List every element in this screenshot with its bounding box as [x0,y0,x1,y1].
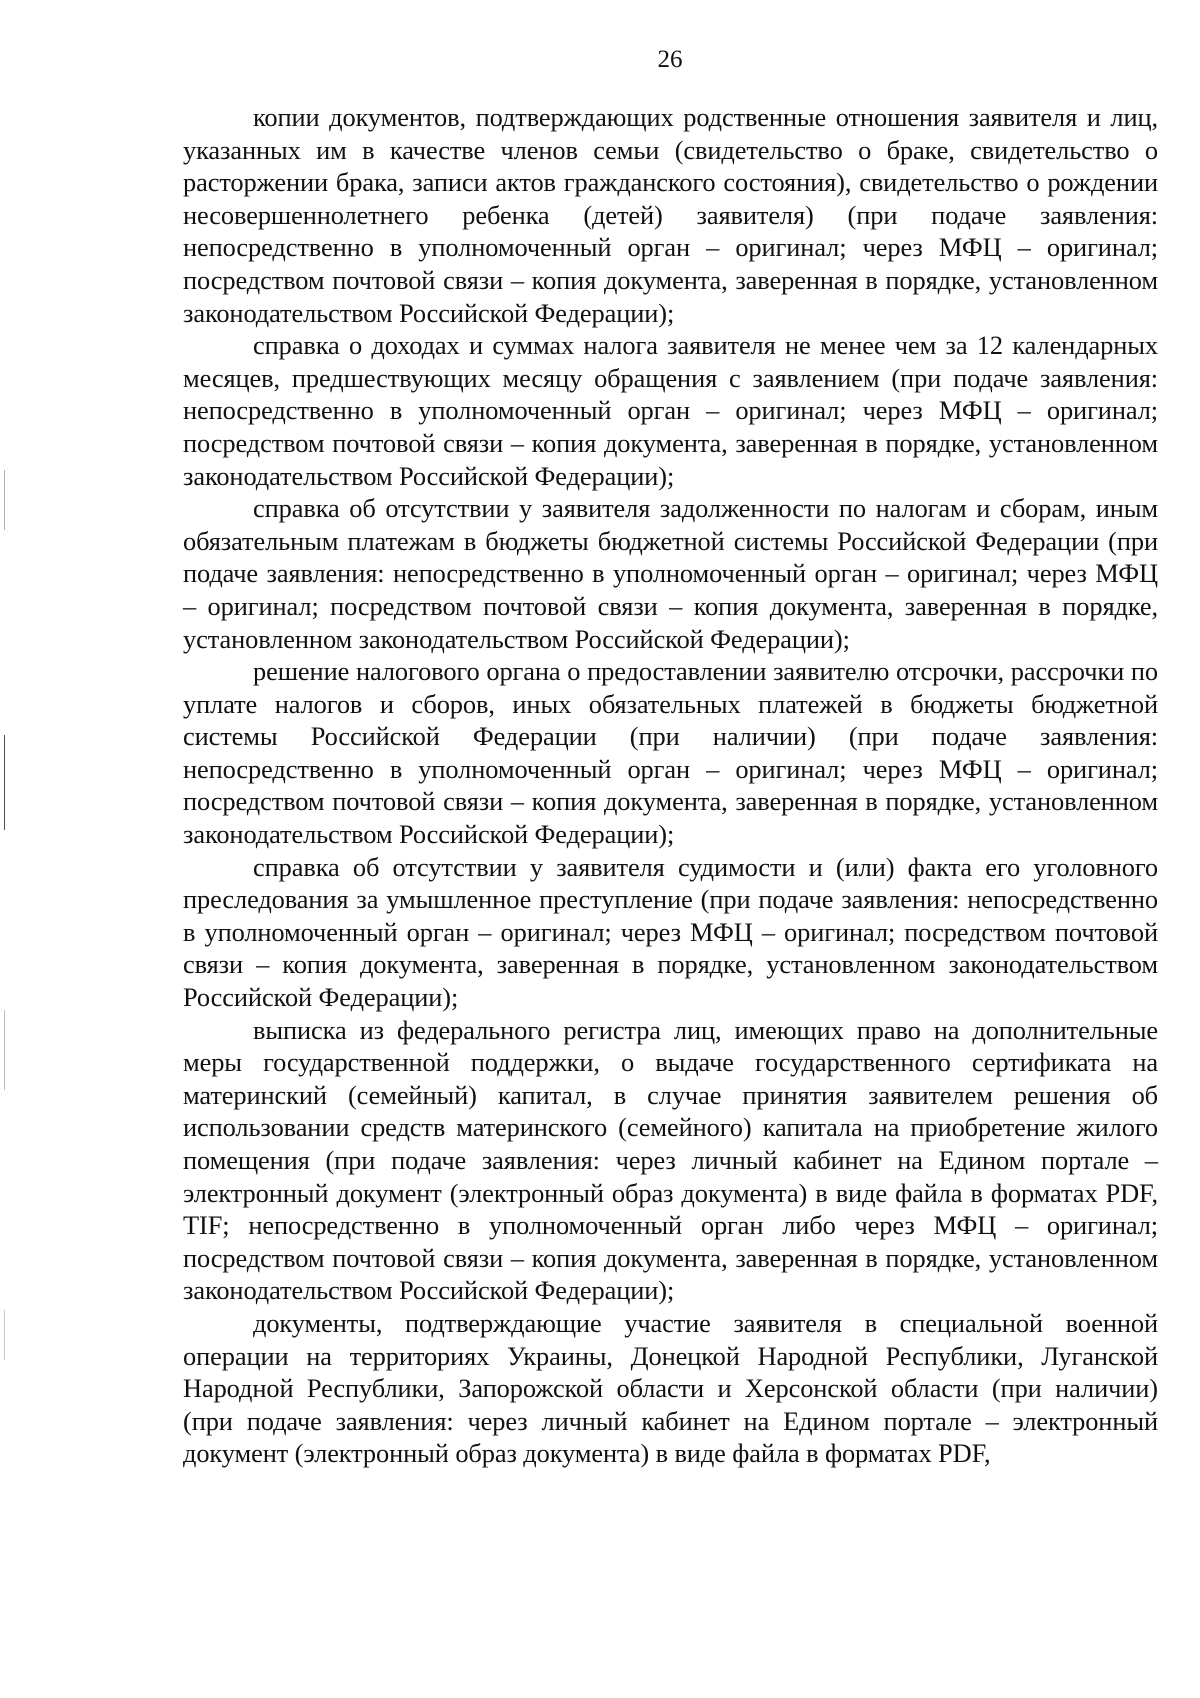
paragraph-tax-debt-certificate: справка об отсутствии у заявителя задолженности по налогам и сборам, иным обязательным платежам в бюджеты бюджетной системы Российской Федерации (при подаче заявления: непосредственно в уполномоченный орган – оригинал; через МФЦ – оригинал; посредством почтовой связи – копия документа, заверенная в порядке, установленном законодательством Российской Федерации); [183,493,1158,654]
paragraph-family-documents: копии документов, подтверждающих родственные отношения заявителя и лиц, указанных им в качестве членов семьи (свидетельство о браке, свидетельство о расторжении брака, записи актов гражданского состояния), свидетельство о рождении несовершеннолетнего ребенка (детей) заявителя) (при подаче заявления: непосредственно в уполномоченный орган – оригинал; через МФЦ – оригинал; посредством почтовой связи – копия документа, заверенная в порядке, установленном законодательством Российской Федерации); [183,102,1158,328]
scan-edge-mark [4,1310,5,1360]
scan-edge-mark [4,1010,5,1090]
paragraph-military-operation-documents: документы, подтверждающие участие заявителя в специальной военной операции на территориях Украины, Донецкой Народной Республики, Луганской Народной Республики, Запорожской области и Херсонской области (при наличии) (при подаче заявления: через личный кабинет на Едином портале – электронный документ (электронный образ документа) в виде файла в форматах PDF, [183,1307,1158,1469]
document-body [183,101,1158,1470]
scan-edge-mark [4,470,5,530]
scan-edge-mark [4,735,5,830]
paragraph-income-certificate: справка о доходах и суммах налога заявителя не менее чем за 12 календарных месяцев, предшествующих месяцу обращения с заявлением (при подаче заявления: непосредственно в уполномоченный орган – оригинал; через МФЦ – оригинал; посредством почтовой связи – копия документа, заверенная в порядке, установленном законодательством Российской Федерации); [183,330,1158,491]
paragraph-maternity-capital-extract: выписка из федерального регистра лиц, имеющих право на дополнительные меры государственной поддержки, о выдаче государственного сертификата на материнский (семейный) капитал, в случае принятия заявителем решения об использовании средств материнского (семейного) капитала на приобретение жилого помещения (при подаче заявления: через личный кабинет на Едином портале – электронный документ (электронный образ документа) в виде файла в форматах PDF, TIF; непосредственно в уполномоченный орган либо через МФЦ – оригинал; посредством почтовой связи – копия документа, заверенная в порядке, установленном законодательством Российской Федерации); [183,1014,1158,1306]
paragraph-criminal-record-certificate: справка об отсутствии у заявителя судимости и (или) факта его уголовного преследования за умышленное преступление (при подаче заявления: непосредственно в уполномоченный орган – оригинал; через МФЦ – оригинал; посредством почтовой связи – копия документа, заверенная в порядке, установленном законодательством Российской Федерации); [183,851,1158,1013]
paragraph-tax-deferral-decision: решение налогового органа о предоставлении заявителю отсрочки, рассрочки по уплате налогов и сборов, иных обязательных платежей в бюджеты бюджетной системы Российской Федерации (при наличии) (при подаче заявления: непосредственно в уполномоченный орган – оригинал; через МФЦ – оригинал; посредством почтовой связи – копия документа, заверенная в порядке, установленном законодательством Российской Федерации); [183,656,1158,850]
page-number: 26 [657,46,683,73]
